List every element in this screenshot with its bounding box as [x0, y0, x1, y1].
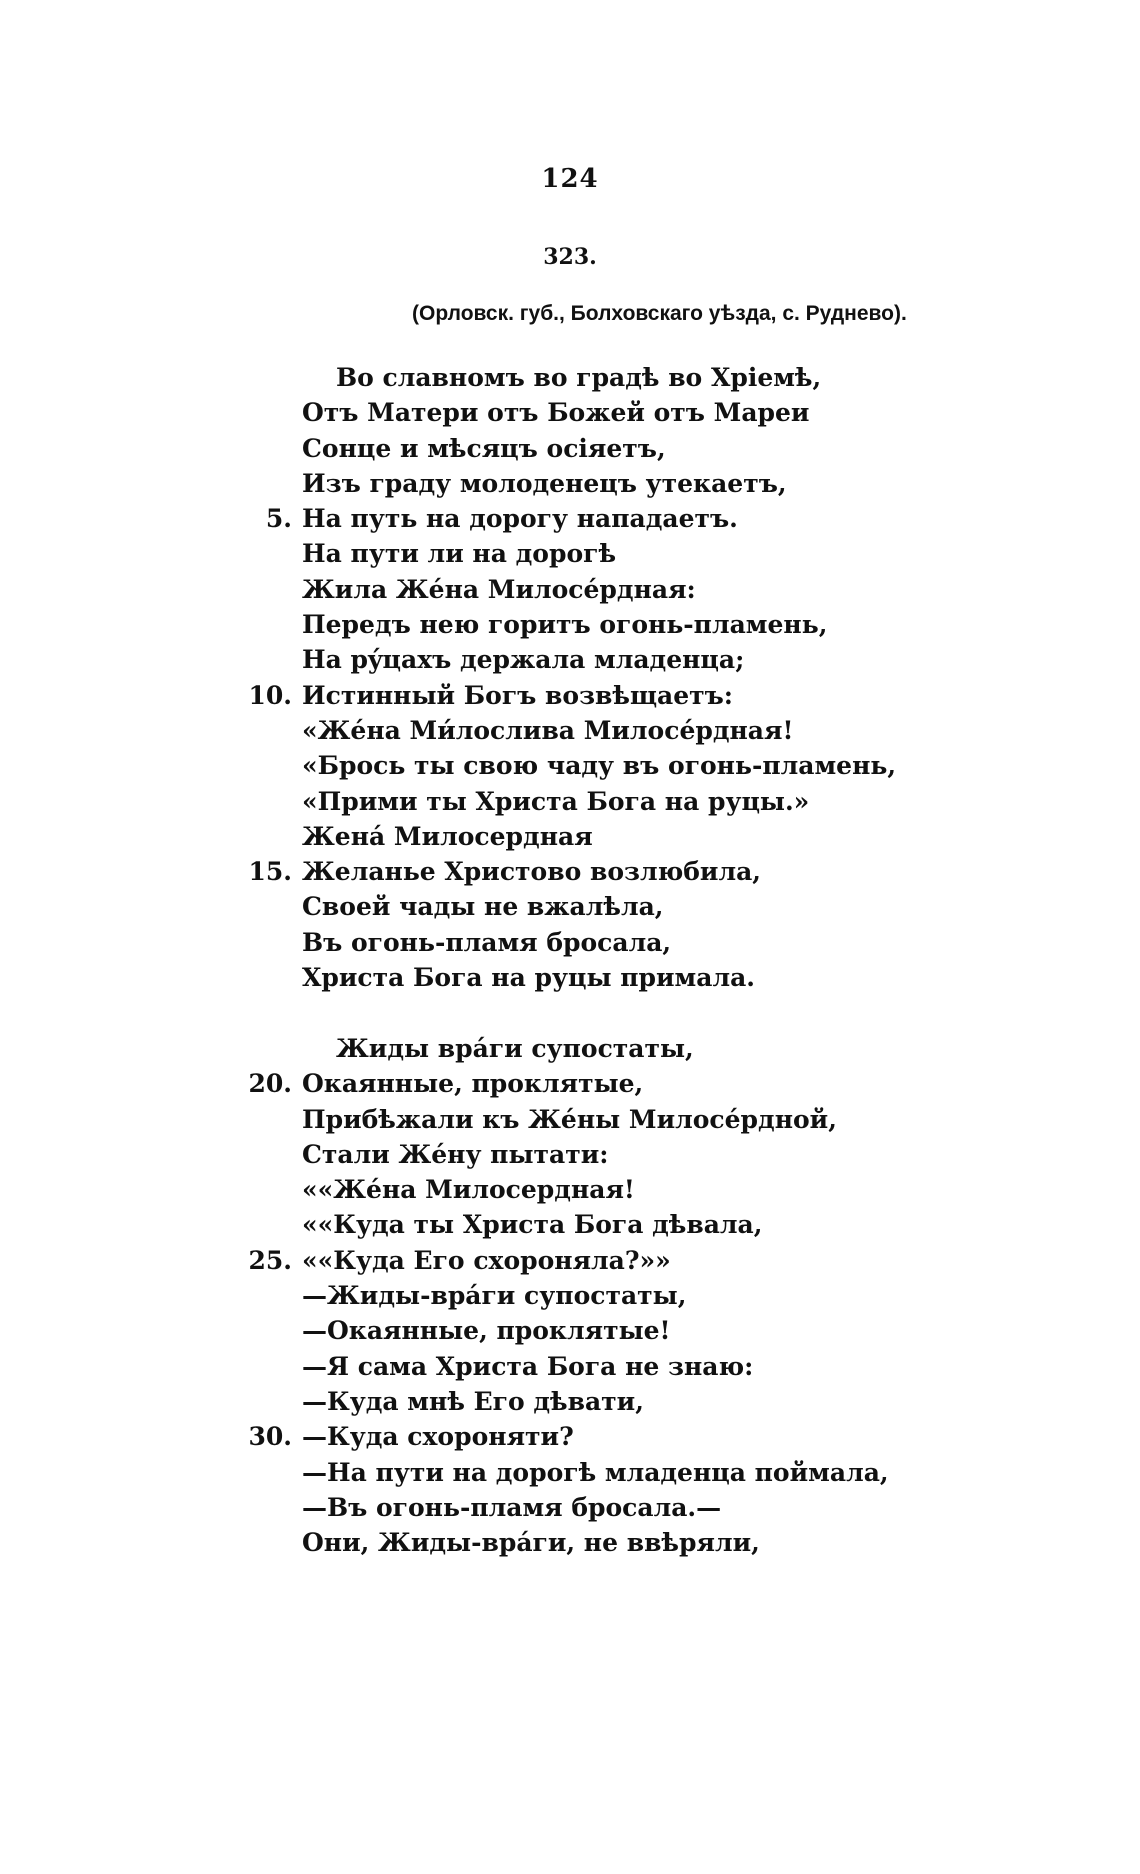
verse-text: «Брось ты свою чаду въ огонь-пламень,	[302, 751, 897, 781]
verse-text: ««Жéна Милосердная!	[302, 1175, 635, 1205]
verse-line	[0, 572, 1140, 607]
verse-line	[0, 713, 1140, 748]
verse-line	[0, 854, 1140, 889]
line-number: 20.	[248, 1069, 292, 1099]
verse-text: —Куда мнѣ Его дѣвати,	[302, 1386, 644, 1416]
verse-text: «Прими ты Христа Бога на руцы.»	[302, 786, 810, 816]
verse-line	[0, 1490, 1140, 1525]
verse-text: Жиды врáги супостаты,	[336, 1034, 694, 1063]
verse-line	[0, 1384, 1140, 1419]
verse-line	[0, 1207, 1140, 1242]
verse-text: На путь на дорогу нападаетъ.	[302, 504, 738, 534]
verse-text: Они, Жиды-врáги, не ввѣряли,	[302, 1528, 760, 1558]
verse-text: ««Куда ты Христа Бога дѣвала,	[302, 1210, 763, 1240]
verse-line	[0, 784, 1140, 819]
verse-line	[0, 466, 1140, 501]
verse-line	[0, 960, 1140, 995]
verse-line	[0, 1137, 1140, 1172]
verse-line	[0, 748, 1140, 783]
verse-line	[0, 1455, 1140, 1490]
verse-text: Женá Милосердная	[302, 821, 593, 851]
verse-text: Желанье Христово возлюбила,	[302, 857, 761, 887]
verse-line	[0, 431, 1140, 466]
verse-text: Отъ Матери отъ Божей отъ Мареи	[302, 398, 810, 428]
verse-text: Стали Жéну пытати:	[302, 1139, 609, 1169]
verse-line	[0, 536, 1140, 571]
verse-line	[0, 607, 1140, 642]
verse-line	[0, 889, 1140, 924]
verse-text: —Я сама Христа Бога не знаю:	[302, 1351, 754, 1381]
verse-line	[0, 1313, 1140, 1348]
verse-line	[0, 395, 1140, 430]
verse-line	[0, 360, 1140, 395]
verse-text: —Куда схороняти?	[302, 1422, 574, 1452]
page-number: 124	[541, 164, 599, 194]
verse-text: На пути ли на дорогѣ	[302, 539, 617, 569]
verse-text: Жила Жéна Милосéрдная:	[302, 574, 696, 604]
line-number: 10.	[248, 680, 292, 710]
verse-text: —Въ огонь-пламя бросала.—	[302, 1492, 722, 1522]
verse-text: Истинный Богъ возвѣщаетъ:	[302, 680, 734, 710]
verse-line	[0, 1278, 1140, 1313]
verse-line	[0, 925, 1140, 960]
verse-line	[0, 1066, 1140, 1101]
verse-line	[0, 1525, 1140, 1560]
verse-text: «Жéна Ми́лослива Милосéрдная!	[302, 715, 794, 745]
verse-text: На рýцахъ держала младенца;	[302, 645, 745, 675]
verse-line	[0, 1172, 1140, 1207]
verse-line	[0, 1419, 1140, 1454]
verse-text: —Окаянные, проклятые!	[302, 1316, 671, 1346]
verse-text: Сонце и мѣсяцъ осіяетъ,	[302, 433, 666, 463]
stanza	[0, 360, 1140, 995]
verse-text: Въ огонь-пламя бросала,	[302, 927, 672, 957]
verse-line	[0, 1031, 1140, 1066]
verse-text: —Жиды-врáги супостаты,	[302, 1281, 687, 1311]
verse-line	[0, 1102, 1140, 1137]
verse-line	[0, 501, 1140, 536]
line-number: 25.	[248, 1245, 292, 1275]
verse-text: ««Куда Его схороняла?»»	[302, 1245, 671, 1275]
verse-text: Окаянные, проклятые,	[302, 1069, 644, 1099]
verse-line	[0, 642, 1140, 677]
verse-line	[0, 1349, 1140, 1384]
source-note: (Орловск. губ., Болховскаго уѣзда, с. Руднево).	[412, 302, 907, 325]
verse-text: Своей чады не вжалѣла,	[302, 892, 664, 922]
verse-text: —На пути на дорогѣ младенца поймала,	[302, 1457, 889, 1487]
verse-text: Прибѣжали къ Жéны Милосéрдной,	[302, 1104, 837, 1134]
line-number: 15.	[248, 857, 292, 887]
line-number: 30.	[248, 1422, 292, 1452]
poem-number: 323.	[543, 244, 597, 270]
line-number: 5.	[265, 504, 292, 534]
stanza	[0, 1031, 1140, 1560]
verse-text: Христа Бога на руцы примала.	[302, 963, 755, 993]
verse-text: Во славномъ во градѣ во Хріемѣ,	[336, 363, 822, 392]
verse-text: Передъ нею горитъ огонь-пламень,	[302, 610, 828, 640]
verse-line	[0, 678, 1140, 713]
verse-text: Изъ граду молоденецъ утекаетъ,	[302, 468, 787, 498]
verse-line	[0, 1243, 1140, 1278]
verse-line	[0, 819, 1140, 854]
